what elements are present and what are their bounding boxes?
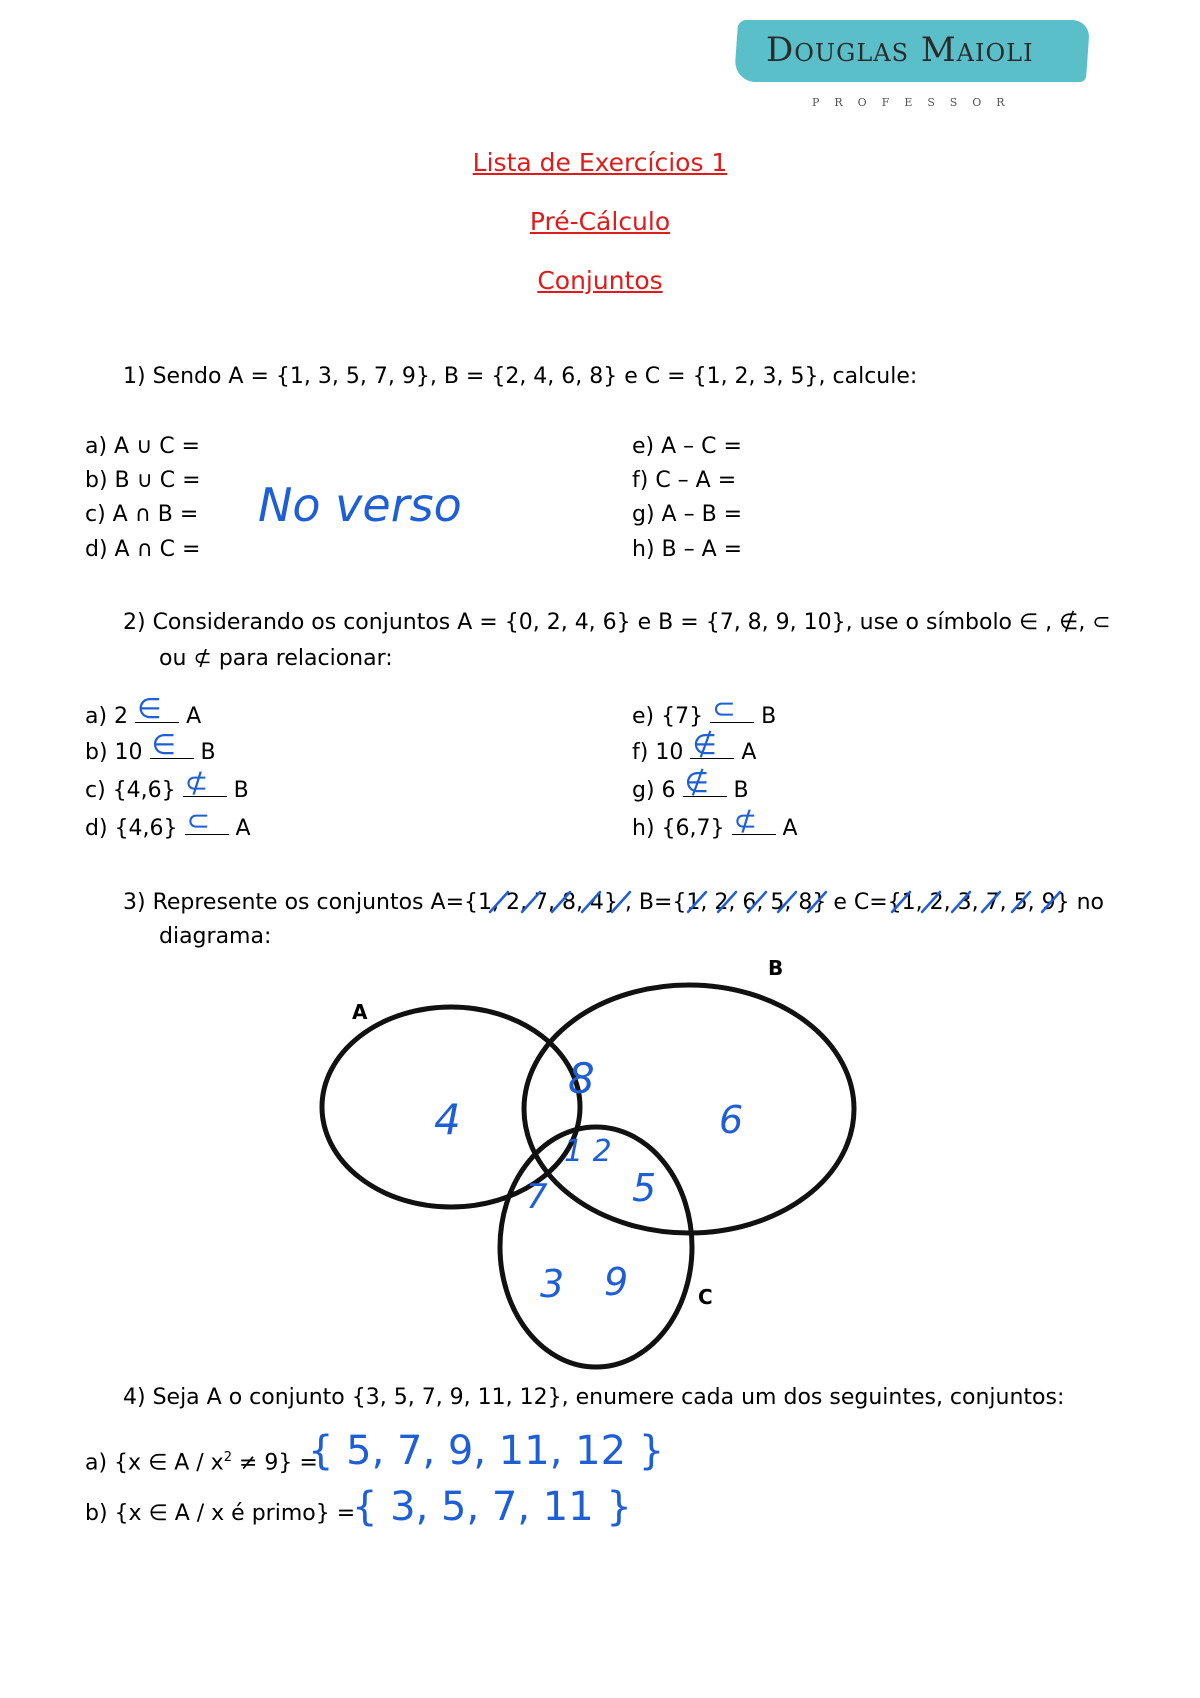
q3-prompt-line2: diagrama:: [159, 924, 272, 949]
label-set-a: A: [352, 1000, 368, 1024]
q2-item-b: b) 10 ∈ B: [85, 728, 216, 765]
title-course: Pré-Cálculo: [529, 207, 671, 236]
q2-item-d: d) {4,6} ⊂ A: [85, 804, 251, 841]
handwritten-answer: ∈: [137, 692, 162, 725]
region-a-and-c: 7: [526, 1177, 548, 1217]
q1-item-e: e) A – C =: [632, 434, 742, 459]
handwritten-answer: ∉: [684, 766, 709, 799]
q4-prompt: 4) Seja A o conjunto {3, 5, 7, 9, 11, 12}, enumere cada um dos seguintes, conjuntos:: [123, 1385, 1065, 1410]
q4-item-a-answer: { 5, 7, 9, 11, 12 }: [308, 1428, 665, 1474]
region-center: 1 2: [564, 1134, 612, 1169]
q1-item-h: h) B – A =: [632, 537, 743, 562]
handwritten-answer: ⊂: [712, 692, 736, 725]
handwritten-answer: ∉: [692, 728, 717, 761]
q2-item-g: g) 6 ∉ B: [632, 766, 749, 803]
q1-item-d: d) A ∩ C =: [85, 537, 201, 562]
q1-item-f: f) C – A =: [632, 468, 737, 493]
q4-item-b-label: b) {x ∈ A / x é primo} =: [85, 1501, 356, 1526]
logo-name: Douglas Maioli: [766, 30, 1034, 70]
q1-item-c: c) A ∩ B =: [85, 502, 199, 527]
region-a-and-b: 8: [568, 1054, 595, 1103]
q2-item-h: h) {6,7} ⊄ A: [632, 804, 798, 841]
handwritten-answer: ∈: [151, 728, 176, 761]
region-b-and-c: 5: [632, 1166, 657, 1210]
region-a-only: 4: [434, 1095, 461, 1144]
q4-item-b-answer: { 3, 5, 7, 11 }: [352, 1484, 632, 1530]
handwritten-answer: ⊄: [733, 804, 757, 837]
label-set-c: C: [698, 1285, 713, 1309]
q2-prompt-line2: ou ⊄ para relacionar:: [159, 646, 393, 671]
label-set-b: B: [768, 956, 784, 980]
title-list: Lista de Exercícios 1: [472, 148, 728, 177]
q4-item-a-label: a) {x ∈ $A / x^2 \ne 9$} =: [85, 1450, 318, 1476]
q1-item-b: b) B ∪ C =: [85, 468, 201, 493]
region-c-only-9: 9: [604, 1260, 629, 1304]
q2-item-e: e) {7} ⊂ B: [632, 692, 777, 729]
q1-handwritten-note: No verso: [258, 478, 462, 532]
handwritten-answer: ⊄: [184, 766, 209, 799]
logo-subtitle: PROFESSOR: [812, 96, 1020, 109]
handwritten-answer: ⊂: [186, 804, 210, 837]
q2-item-f: f) 10 ∉ A: [632, 728, 757, 765]
q1-item-g: g) A – B =: [632, 502, 743, 527]
region-b-only: 6: [719, 1098, 744, 1142]
q1-prompt: 1) Sendo A = {1, 3, 5, 7, 9}, B = {2, 4, 6, 8} e C = {1, 2, 3, 5}, calcule:: [123, 364, 918, 389]
q2-prompt-line1: 2) Considerando os conjuntos A = {0, 2, 4, 6} e B = {7, 8, 9, 10}, use o símbolo ∈ , ∉, ⊂: [123, 610, 1111, 635]
title-topic: Conjuntos: [537, 266, 663, 295]
q3-prompt-line1: 3) Represente os conjuntos A={1, 2, 7, 8, 4} , B={1, 2, 6, 5, 8} e C={1, 2, 3, 7, 5, 9} no: [123, 890, 1104, 915]
q2-item-c: c) {4,6} ⊄ B: [85, 766, 249, 803]
q2-item-a: a) 2 ∈ A: [85, 692, 202, 729]
region-c-only-3: 3: [540, 1262, 565, 1306]
q1-item-a: a) A ∪ C =: [85, 434, 200, 459]
set-b-circle: [524, 985, 854, 1233]
